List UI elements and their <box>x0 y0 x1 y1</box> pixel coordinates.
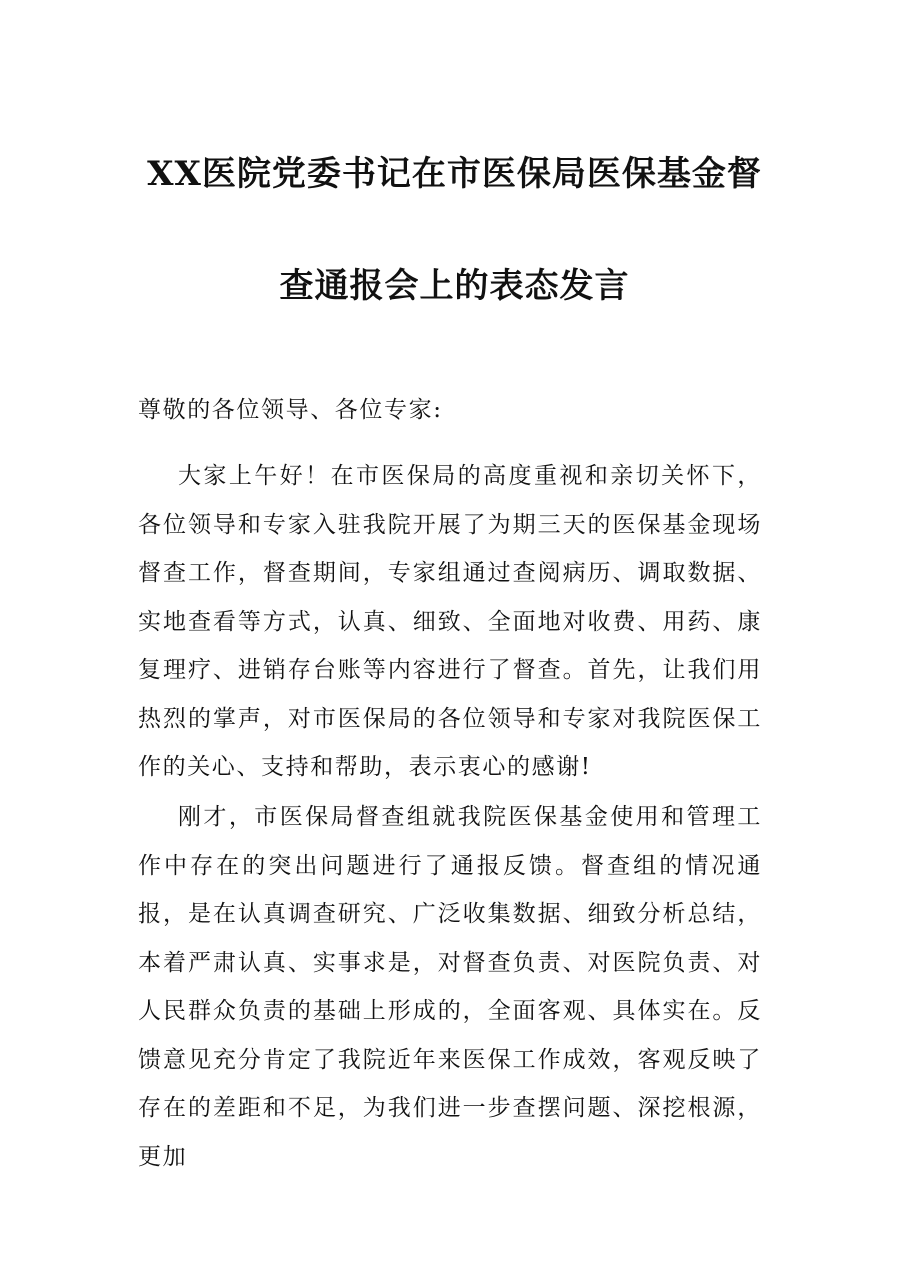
document-title-line-1: XX医院党委书记在市医保局医保基金督 <box>147 154 762 194</box>
paragraph-1: 大家上午好！在市医保局的高度重视和亲切关怀下，各位领导和专家入驻我院开展了为期三天的医保基金现场督查工作，督查期间，专家组通过查阅病历、调取数据、实地查看等方式，认真、细致、全面地对收费、用药、康复理疗、进销存台账等内容进行了督查。首先，让我们用热烈的掌声，对市医保局的各位领导和专家对我院医保工作的关心、支持和帮助，表示衷心的感谢! <box>138 463 762 780</box>
document-title-line-2: 查通报会上的表态发言 <box>279 266 630 306</box>
paragraph-2-container <box>138 793 762 1181</box>
paragraph-2: 刚才，市医保局督查组就我院医保基金使用和管理工作中存在的突出问题进行了通报反馈。督查组的情况通报，是在认真调查研究、广泛收集数据、细致分析总结，本着严肃认真、实事求是，对督查负责、对医院负责、对人民群众负责的基础上形成的，全面客观、具体实在。反馈意见充分肯定了我院近年来医保工作成效，客观反映了存在的差距和不足，为我们进一步查摆问题、深挖根源，更加 <box>138 804 762 1170</box>
paragraph-1-container <box>138 452 762 792</box>
salutation: 尊敬的各位领导、各位专家: <box>138 397 443 423</box>
